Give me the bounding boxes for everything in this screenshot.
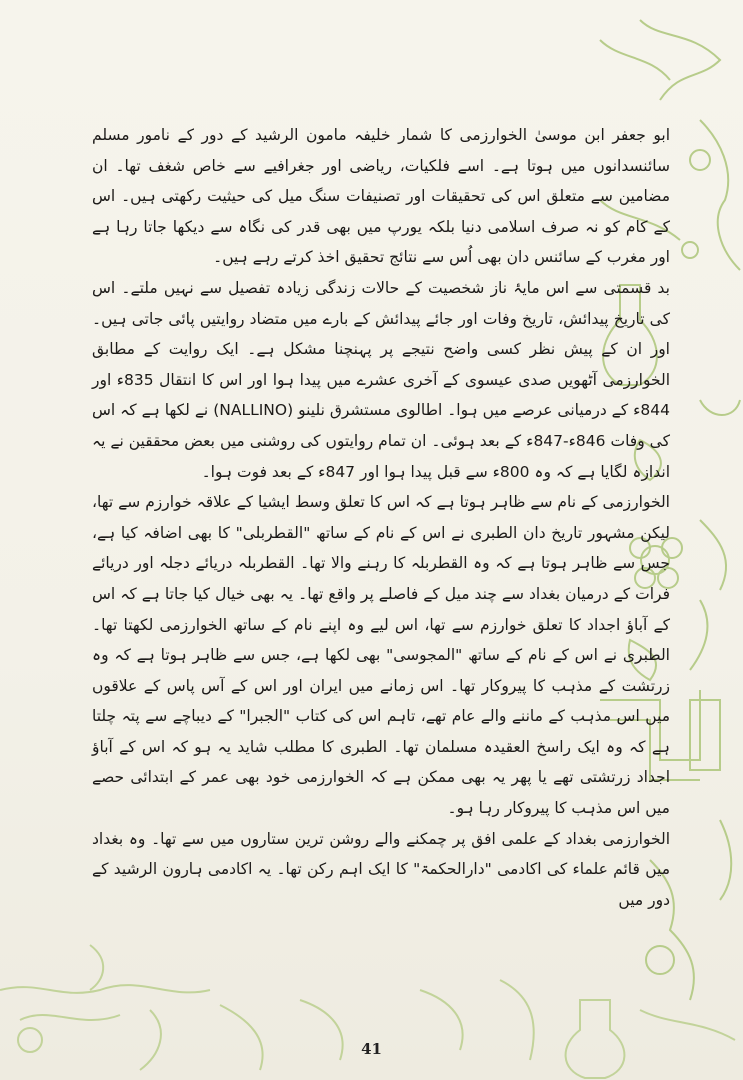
paragraph-1: ابو جعفر ابن موسیٰ الخوارزمی کا شمار خلیفہ مامون الرشید کے دور کے نامور مسلم سائنسدانوں میں ہوتا ہے۔ اسے فلکیات، ریاضی اور جغرافیے سے خاص شغف تھا۔ ان مضامین سے متعلق اس کی تحقیقات اور تصنیفات سنگ میل کی حیثیت رکھتی ہیں۔ اس کے کام کو نہ صرف اسلامی دنیا بلکہ یورپ میں بھی قدر کی نگاہ سے دیکھا جاتا رہا ہے اور مغرب کے سائنس دان بھی اُس سے نتائج تحقیق اخذ کرتے رہے ہیں۔ xyxy=(92,126,670,267)
paragraph-3: الخوارزمی کے نام سے ظاہر ہوتا ہے کہ اس کا تعلق وسط ایشیا کے علاقہ خوارزم سے تھا، لیکن مشہور تاریخ دان الطبری نے اس کے نام کے ساتھ "القطربلی" کا بھی اضافہ کیا ہے، جس سے ظاہر ہوتا ہے کہ وہ القطربلہ کا رہنے والا تھا۔ القطربلہ دریائے دجلہ اور دریائے فرات کے درمیان بغداد سے چند میل کے فاصلے پر واقع تھا۔ یہ بھی خیال کیا جاتا ہے کہ اس کے آباؤ اجداد کا تعلق خوارزم سے تھا، اس لیے وہ اپنے نام کے ساتھ الخوارزمی لکھتا تھا۔ الطبری نے اس کے نام کے ساتھ "المجوسی" بھی لکھا ہے، جس سے ظاہر ہوتا ہے کہ وہ زرتشت کے مذہب کا پیروکار تھا۔ اس زمانے میں ایران اور اس کے آس پاس کے علاقوں میں اس مذہب کے ماننے والے عام تھے، تاہم اس کی کتاب "الجبرا" کے دیباچے سے پتہ چلتا ہے کہ وہ ایک راسخ العقیدہ مسلمان تھا۔ الطبری کا مطلب شاید یہ ہو کہ اس کے آباؤ اجداد زرتشتی تھے یا پھر یہ بھی ممکن ہے کہ الخوارزمی خود بھی عمر کے ابتدائی حصے میں اس مذہب کا پیروکار رہا ہو۔ xyxy=(92,493,670,818)
page-number: 41 xyxy=(361,1040,382,1058)
urdu-text-body xyxy=(92,120,670,915)
paragraph-2: بد قسمتی سے اس مایۂ ناز شخصیت کے حالات زندگی زیادہ تفصیل سے نہیں ملتے۔ اس کی تاریخ پیدائش، تاریخ وفات اور جائے پیدائش کے بارے میں متضاد روایتیں پائی جاتی ہیں۔ اور ان کے پیش نظر کسی واضح نتیجے پر پہنچنا مشکل ہے۔ ایک روایت کے مطابق الخوارزمی آٹھویں صدی عیسوی کے آخری عشرے میں پیدا ہوا اور اس کا انتقال 835ء اور 844ء کے درمیانی عرصے میں ہوا۔ اطالوی مستشرق نلینو (NALLINO) نے لکھا ہے کہ اس کی وفات 846ء-847ء کے بعد ہوئی۔ ان تمام روایتوں کی روشنی میں بعض محققین نے یہ اندازہ لگایا ہے کہ وہ 800ء سے قبل پیدا ہوا اور 847ء کے بعد فوت ہوا۔ xyxy=(92,278,671,481)
paragraph-4: الخوارزمی بغداد کے علمی افق پر چمکنے والے روشن ترین ستاروں میں سے تھا۔ وہ بغداد میں قائم علماء کی اکادمی "دارالحکمۃ" کا ایک اہم رکن تھا۔ یہ اکادمی ہارون الرشید کے دور میں xyxy=(92,829,670,909)
